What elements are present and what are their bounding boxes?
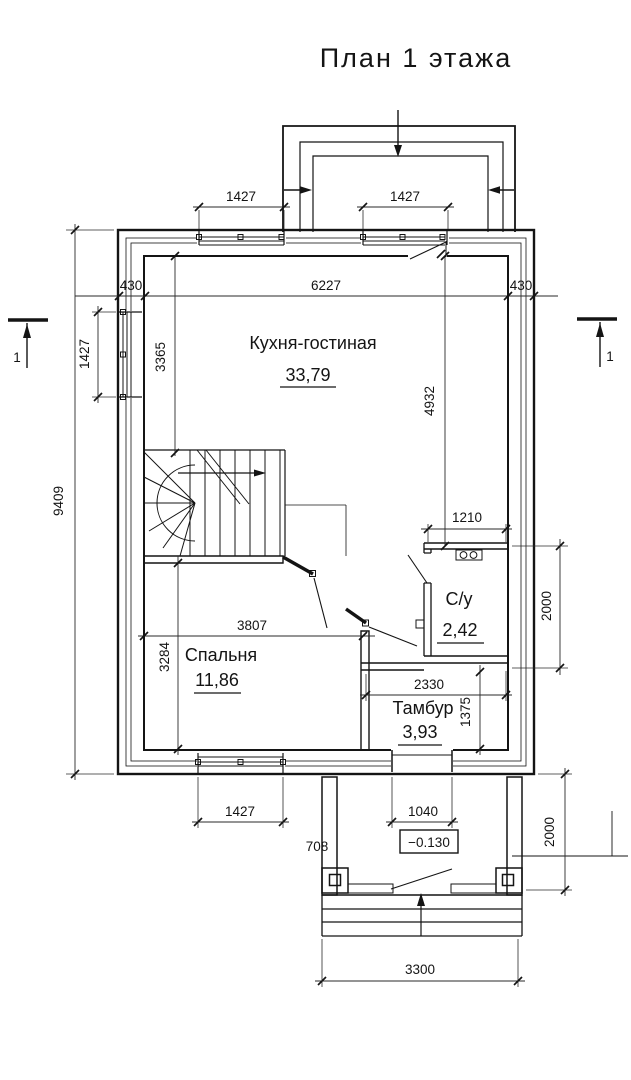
drawing-title: План 1 этажа — [319, 43, 513, 73]
dim-label: 1427 — [224, 804, 256, 819]
room-area: 3,93 — [402, 722, 438, 742]
dim-label: 1040 — [407, 804, 439, 819]
dim-label: 430 — [509, 278, 533, 293]
room-name: Кухня-гостиная — [249, 333, 377, 353]
room-area: 33,79 — [285, 365, 331, 385]
dim-label: 2330 — [413, 677, 445, 692]
dim-label: 4932 — [422, 385, 437, 417]
dim-label-porch-offset: 708 — [305, 839, 329, 854]
dim-label: 3284 — [157, 641, 172, 673]
dim-label: 1210 — [451, 510, 483, 525]
dim-label: 3807 — [236, 618, 268, 633]
dim-label: 2000 — [542, 816, 557, 848]
section-label: 1 — [13, 350, 21, 365]
room-area: 11,86 — [195, 670, 239, 690]
room-area: 2,42 — [442, 620, 478, 640]
room-name: С/у — [445, 589, 473, 609]
dim-label: 6227 — [310, 278, 342, 293]
level-value: −0.130 — [408, 835, 450, 850]
dim-label: 430 — [119, 278, 143, 293]
dim-label: 2000 — [539, 590, 554, 622]
section-label: 1 — [606, 349, 614, 364]
room-name: Спальня — [184, 645, 258, 665]
dim-label: 1375 — [458, 696, 473, 728]
dim-label: 3365 — [153, 341, 168, 373]
dim-label: 9409 — [51, 485, 66, 517]
dim-label: 3300 — [404, 962, 436, 977]
dim-label: 1427 — [77, 338, 92, 370]
dim-label: 1427 — [225, 189, 257, 204]
room-name: Тамбур — [392, 698, 454, 718]
dim-label: 1427 — [389, 189, 421, 204]
